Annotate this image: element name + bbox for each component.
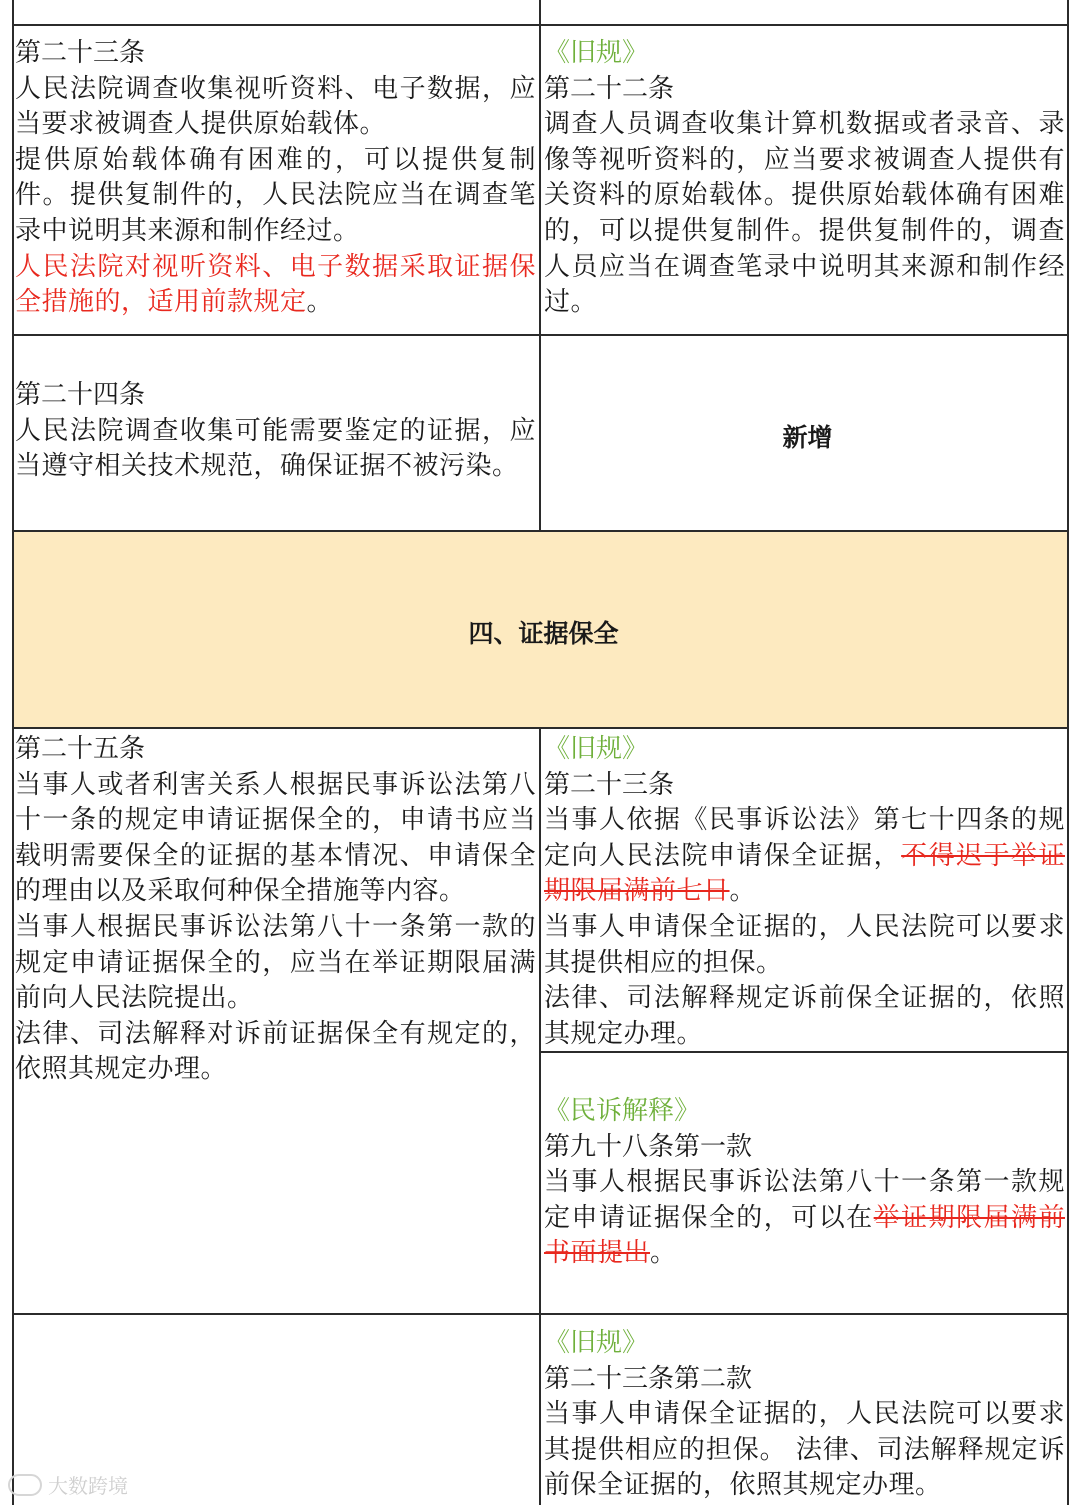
article-title: 第二十三条 <box>544 769 675 800</box>
row-divider <box>12 334 1069 336</box>
article-paragraph-with-deletion: 当事人依据《民事诉讼法》第七十四条的规定向人民法院申请保全证据，不得迟于举证期限届满前七日。 <box>544 805 1065 907</box>
article-title: 第二十五条 <box>15 734 146 764</box>
section-header <box>12 532 1069 728</box>
article-paragraph: 当事人申请保全证据的，人民法院可以要求其提供相应的担保。 <box>544 911 1065 978</box>
column-divider <box>539 728 541 1505</box>
comparison-table <box>12 0 1069 1505</box>
article-paragraph: 当事人申请保全证据的，人民法院可以要求其提供相应的担保。 法律、司法解释规定诉前保全证据的，依照其规定办理。 <box>544 1399 1065 1501</box>
article-paragraph: 人民法院调查收集视听资料、电子数据，应当要求被调查人提供原始载体。 <box>15 73 536 140</box>
article-paragraph: 提供原始载体确有困难的，可以提供复制件。提供复制件的，人民法院应当在调查笔录中说明其来源和制作经过。 <box>15 144 536 246</box>
watermark: 大数跨境 <box>8 1470 128 1499</box>
row-divider <box>12 1313 1069 1315</box>
article-paragraph: 人民法院调查收集可能需要鉴定的证据，应当遵守相关技术规范，确保证据不被污染。 <box>15 415 536 482</box>
top-partial-left-cell <box>12 0 540 25</box>
article-title: 第二十三条 <box>15 38 146 68</box>
column-divider <box>539 0 541 532</box>
added-text: 人民法院对视听资料、电子数据采取证据保全措施的，适用前款规定 <box>15 251 536 318</box>
top-partial-right-cell <box>540 0 1069 25</box>
article-title: 第二十四条 <box>15 380 146 410</box>
article-23-old-cell <box>540 36 1069 336</box>
article-title: 第九十八条第一款 <box>544 1131 753 1162</box>
article-23-new-cell <box>12 36 540 336</box>
source-label: 《民诉解释》 <box>544 1096 701 1126</box>
article-title: 第二十二条 <box>544 73 675 104</box>
source-label: 《旧规》 <box>544 734 649 764</box>
table-border-left <box>12 0 14 1505</box>
new-article-label: 新增 <box>782 423 833 452</box>
article-paragraph-added: 人民法院对视听资料、电子数据采取证据保全措施的，适用前款规定。 <box>15 251 536 318</box>
article-24-new-cell <box>12 378 540 528</box>
article-paragraph: 当事人或者利害关系人根据民事诉讼法第八十一条的规定申请证据保全的，申请书应当载明需要保全的证据的基本情况、申请保全的理由以及采取何种保全措施等内容。 <box>15 769 536 907</box>
article-24-old-cell <box>540 336 1069 532</box>
article-paragraph: 当事人根据民事诉讼法第八十一条第一款的规定申请证据保全的，应当在举证期限届满前向人民法院提出。 <box>15 911 536 1014</box>
row-divider <box>12 24 1069 26</box>
article-25-old-cell <box>540 732 1069 1052</box>
row-divider <box>12 727 1069 729</box>
source-label: 《旧规》 <box>544 1328 649 1358</box>
article-23-para2-old-cell <box>540 1326 1069 1505</box>
article-title: 第二十三条第二款 <box>544 1363 753 1394</box>
article-paragraph: 调查人员调查收集计算机数据或者录音、录像等视听资料的，应当要求被调查人提供有关资料的原始载体。提供原始载体确有困难的，可以提供复制件。提供复制件的，调查人员应当在调查笔录中说明其来源和制作经过。 <box>544 109 1065 318</box>
row-divider <box>540 1051 1069 1053</box>
watermark-logo-icon <box>8 1474 42 1496</box>
article-paragraph: 法律、司法解释对诉前证据保全有规定的，依照其规定办理。 <box>15 1018 536 1085</box>
source-label: 《旧规》 <box>544 38 649 68</box>
article-paragraph: 法律、司法解释规定诉前保全证据的，依照其规定办理。 <box>544 983 1065 1049</box>
row-divider <box>12 530 1069 532</box>
deleted-text: 不得迟于举证期限届满前七日 <box>544 840 1065 907</box>
section-title: 四、证据保全 <box>468 619 619 648</box>
article-paragraph-with-deletion: 当事人根据民事诉讼法第八十一条第一款规定申请证据保全的，可以在举证期限届满前书面提出。 <box>544 1167 1065 1269</box>
deleted-text: 举证期限届满前书面提出 <box>544 1202 1065 1269</box>
article-25-new-cell <box>12 732 540 1314</box>
interpretation-98-cell <box>540 1094 1069 1314</box>
table-border-right <box>1067 0 1069 1505</box>
